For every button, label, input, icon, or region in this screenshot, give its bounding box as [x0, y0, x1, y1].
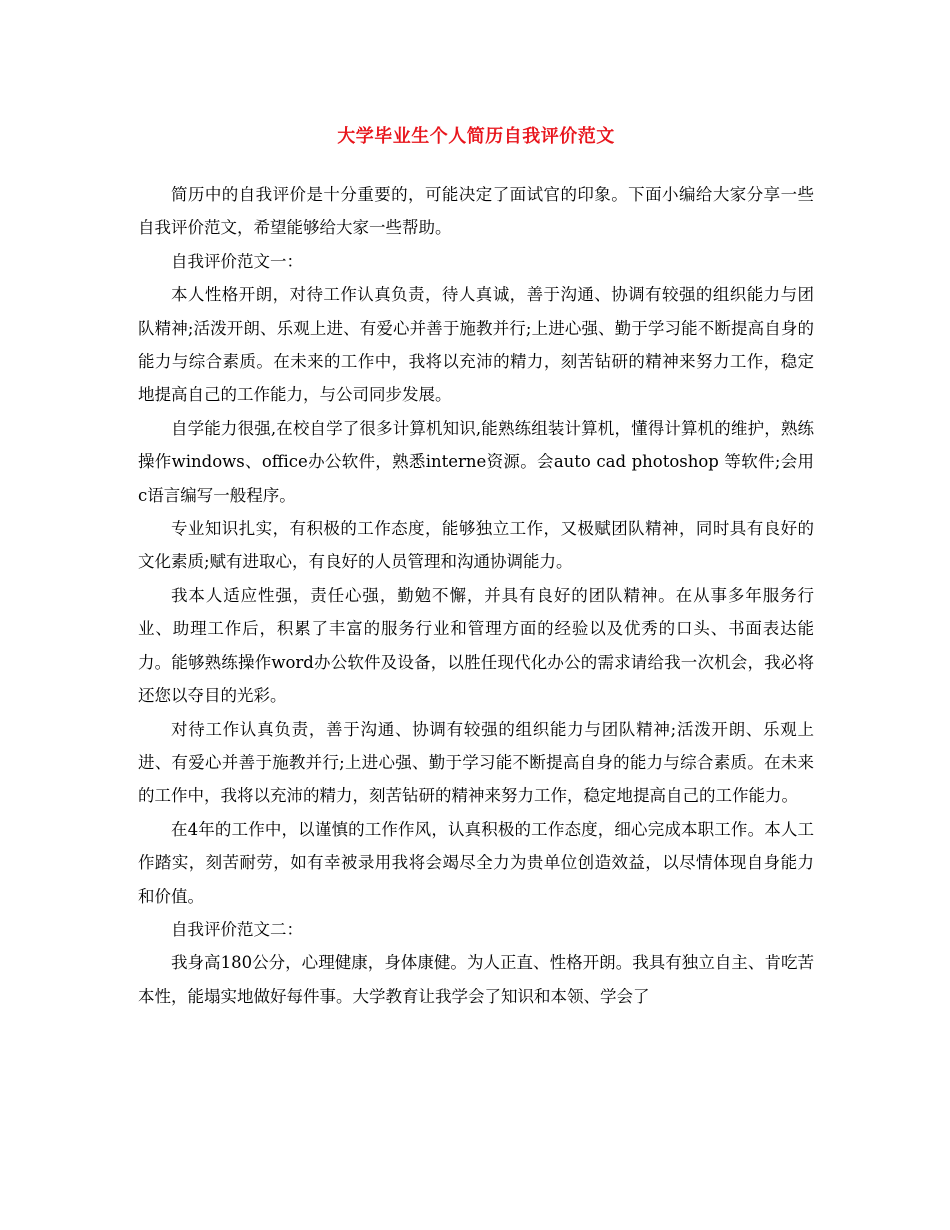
paragraph: 我本人适应性强，责任心强，勤勉不懈，并具有良好的团队精神。在从事多年服务行业、助理工作后，积累了丰富的服务行业和管理方面的经验以及优秀的口头、书面表达能力。能够熟练操作word办公软件及设备，以胜任现代化办公的需求请给我一次机会，我必将还您以夺目的光彩。	[138, 585, 814, 706]
section-heading-sample-one: 自我评价范文一：	[171, 251, 303, 271]
paragraph: 本人性格开朗，对待工作认真负责，待人真诚，善于沟通、协调有较强的组织能力与团队精神;活泼开朗、乐观上进、有爱心并善于施教并行;上进心强、勤于学习能不断提高自身的能力与综合素质。在未来的工作中，我将以充沛的精力，刻苦钻研的精神来努力工作，稳定地提高自己的工作能力，与公司同步发展。	[138, 285, 814, 405]
paragraph: 对待工作认真负责，善于沟通、协调有较强的组织能力与团队精神;活泼开朗、乐观上进、有爱心并善于施教并行;上进心强、勤于学习能不断提高自身的能力与综合素质。在未来的工作中，我将以充沛的精力，刻苦钻研的精神来努力工作，稳定地提高自己的工作能力。	[138, 719, 814, 806]
paragraph: 自学能力很强,在校自学了很多计算机知识,能熟练组装计算机，懂得计算机的维护，熟练操作windows、office办公软件，熟悉interne资源。会auto cad photoshop 等软件;会用c语言编写一般程序。	[138, 418, 814, 505]
document-title: 大学毕业生个人简历自我评价范文	[337, 126, 615, 147]
paragraph: 在4年的工作中，以谨慎的工作作风，认真积极的工作态度，细心完成本职工作。本人工作踏实，刻苦耐劳，如有幸被录用我将会竭尽全力为贵单位创造效益，以尽情体现自身能力和价值。	[138, 819, 814, 906]
section-heading-sample-two: 自我评价范文二：	[171, 919, 303, 939]
paragraph-intro: 简历中的自我评价是十分重要的，可能决定了面试官的印象。下面小编给大家分享一些自我评价范文，希望能够给大家一些帮助。	[138, 185, 814, 238]
paragraph: 我身高180公分，心理健康，身体康健。为人正直、性格开朗。我具有独立自主、肯吃苦本性，能塌实地做好每件事。大学教育让我学会了知识和本领、学会了	[138, 953, 814, 1006]
paragraph: 专业知识扎实，有积极的工作态度，能够独立工作，又极赋团队精神，同时具有良好的文化素质;赋有进取心，有良好的人员管理和沟通协调能力。	[138, 519, 814, 572]
document-page	[138, 0, 814, 1230]
document-body	[138, 178, 814, 1013]
